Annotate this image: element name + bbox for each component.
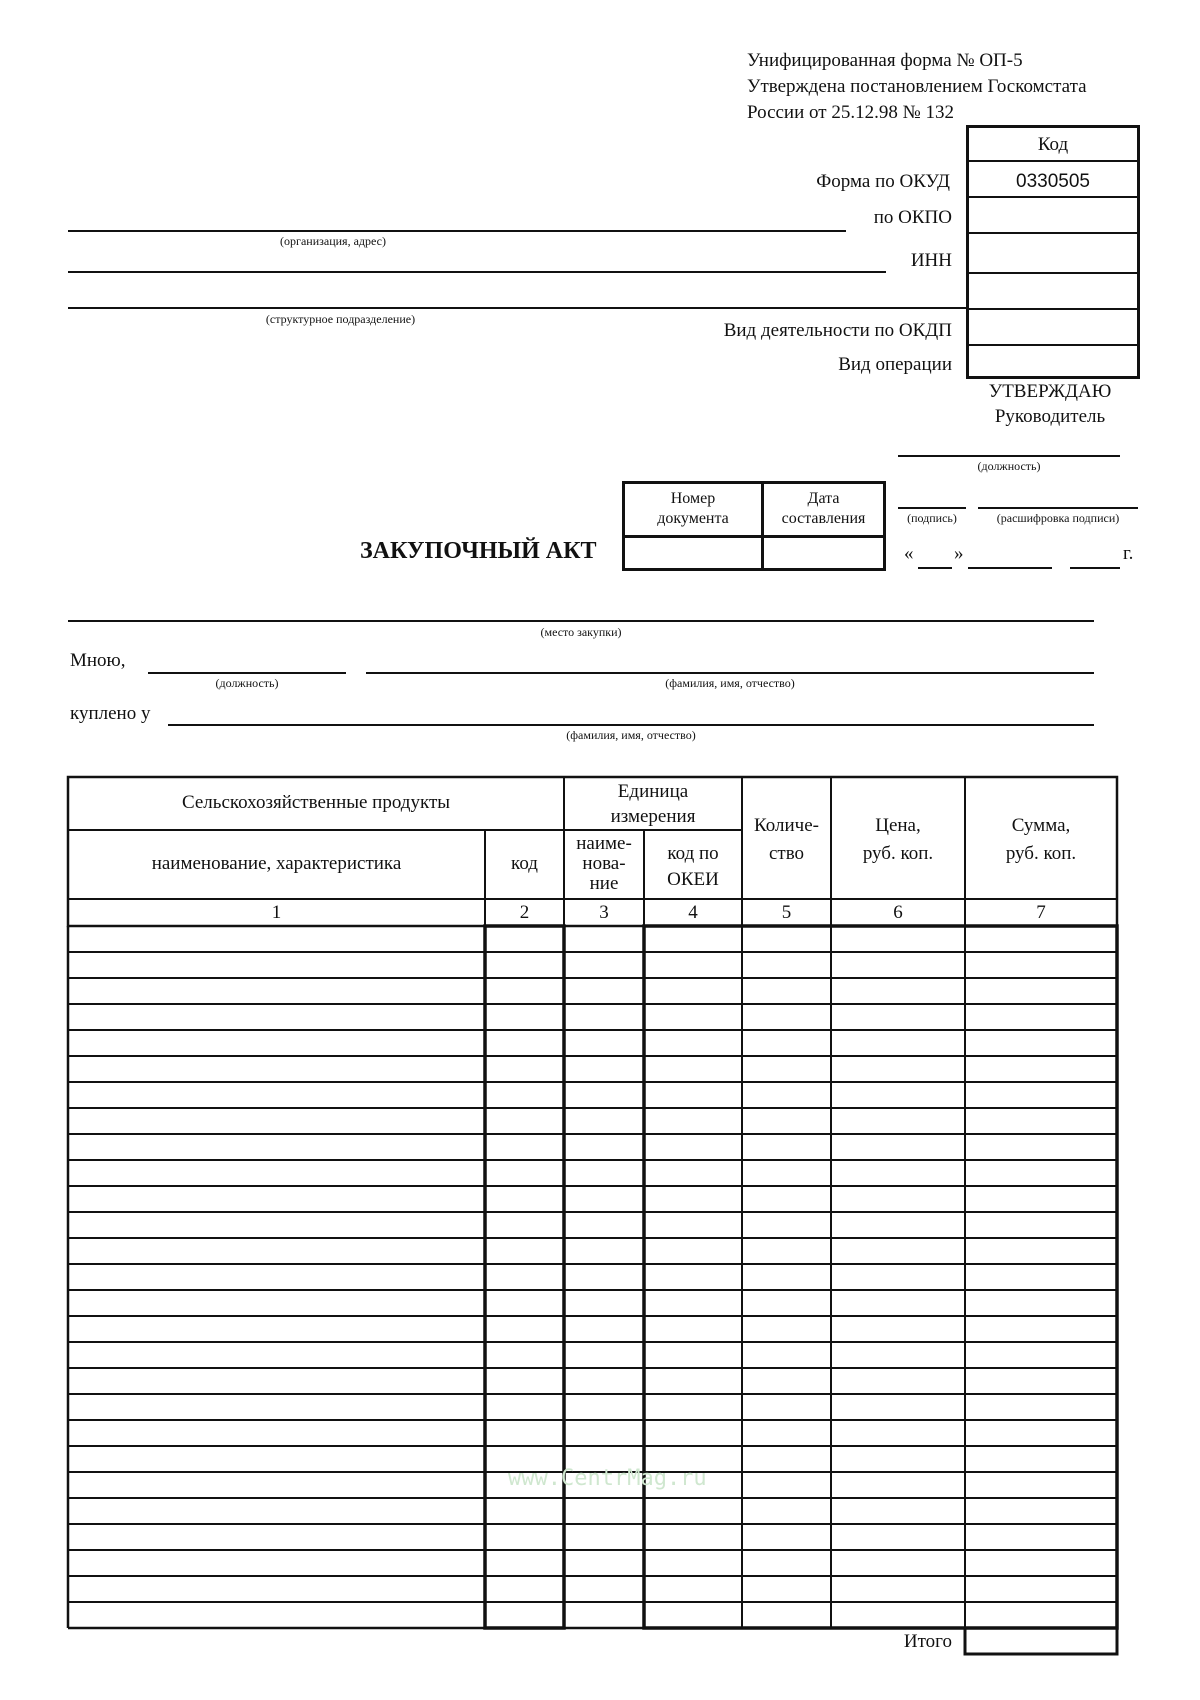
col-number-6: 6 (893, 902, 903, 923)
cell-unit-name[interactable] (567, 1293, 641, 1313)
cell-code[interactable] (488, 1007, 561, 1027)
cell-okei[interactable] (647, 1371, 739, 1391)
cell-name[interactable] (71, 1371, 482, 1391)
cell-price[interactable] (834, 1501, 962, 1521)
cell-quantity[interactable] (745, 1111, 828, 1131)
cell-name[interactable] (71, 1449, 482, 1469)
cell-okei[interactable] (647, 1033, 739, 1053)
cell-sum[interactable] (968, 1137, 1114, 1157)
cell-name[interactable] (71, 1137, 482, 1157)
cell-okei[interactable] (647, 1189, 739, 1209)
cell-code[interactable] (488, 1189, 561, 1209)
cell-quantity[interactable] (745, 1553, 828, 1573)
cell-code[interactable] (488, 1293, 561, 1313)
cell-price[interactable] (834, 1319, 962, 1339)
total-field[interactable] (968, 1631, 1114, 1651)
cell-unit-name[interactable] (567, 1059, 641, 1079)
cell-quantity[interactable] (745, 1475, 828, 1495)
cell-name[interactable] (71, 1085, 482, 1105)
cell-sum[interactable] (968, 1475, 1114, 1495)
cell-name[interactable] (71, 1319, 482, 1339)
cell-okei[interactable] (647, 981, 739, 1001)
cell-okei[interactable] (647, 1553, 739, 1573)
cell-name[interactable] (71, 1423, 482, 1443)
cell-price[interactable] (834, 1085, 962, 1105)
cell-code[interactable] (488, 1553, 561, 1573)
cell-quantity[interactable] (745, 1241, 828, 1261)
col-unit-name-header-3: ние (589, 873, 619, 894)
cell-code[interactable] (488, 1371, 561, 1391)
cell-code[interactable] (488, 1111, 561, 1131)
col-number-2: 2 (519, 902, 530, 923)
cell-sum[interactable] (968, 1449, 1114, 1469)
cell-okei[interactable] (647, 1163, 739, 1183)
cell-code[interactable] (488, 1241, 561, 1261)
cell-sum[interactable] (968, 1267, 1114, 1287)
cell-unit-name[interactable] (567, 1319, 641, 1339)
form-code-line: Унифицированная форма № ОП-5 (747, 50, 1023, 71)
cell-price[interactable] (834, 1553, 962, 1573)
cell-sum[interactable] (968, 1085, 1114, 1105)
approve-head: Руководитель (994, 406, 1106, 427)
okud-code-value[interactable]: 0330505 (1016, 171, 1090, 192)
cell-unit-name[interactable] (567, 1501, 641, 1521)
cell-okei[interactable] (647, 1007, 739, 1027)
cell-unit-name[interactable] (567, 1111, 641, 1131)
cell-price[interactable] (834, 981, 962, 1001)
cell-quantity[interactable] (745, 1059, 828, 1079)
cell-price[interactable] (834, 1423, 962, 1443)
cell-quantity[interactable] (745, 1345, 828, 1365)
cell-okei[interactable] (647, 1605, 739, 1625)
cell-code[interactable] (488, 1501, 561, 1521)
cell-name[interactable] (71, 1059, 482, 1079)
approver-signature-caption: (подпись) (907, 511, 957, 525)
cell-unit-name[interactable] (567, 1137, 641, 1157)
cell-unit-name[interactable] (567, 1085, 641, 1105)
col-number-5: 5 (781, 902, 792, 923)
approval-date-line: России от 25.12.98 № 132 (747, 102, 954, 123)
cell-sum[interactable] (968, 955, 1114, 975)
inn-label: ИНН (910, 250, 952, 271)
cell-sum[interactable] (968, 981, 1114, 1001)
cell-price[interactable] (834, 1137, 962, 1157)
col-okei-header-2: ОКЕИ (667, 869, 719, 890)
cell-code[interactable] (488, 955, 561, 975)
cell-sum[interactable] (968, 1111, 1114, 1131)
cell-sum[interactable] (968, 1397, 1114, 1417)
cell-code[interactable] (488, 1215, 561, 1235)
cell-unit-name[interactable] (567, 1189, 641, 1209)
cell-name[interactable] (71, 1007, 482, 1027)
cell-sum[interactable] (968, 1293, 1114, 1313)
cell-code[interactable] (488, 1163, 561, 1183)
cell-name[interactable] (71, 1475, 482, 1495)
cell-name[interactable] (71, 1293, 482, 1313)
cell-sum[interactable] (968, 929, 1114, 949)
cell-quantity[interactable] (745, 1267, 828, 1287)
cell-price[interactable] (834, 1371, 962, 1391)
cell-name[interactable] (71, 1267, 482, 1287)
cell-code[interactable] (488, 1397, 561, 1417)
cell-name[interactable] (71, 1527, 482, 1547)
division-caption: (структурное подразделение) (265, 312, 416, 326)
cell-quantity[interactable] (745, 1579, 828, 1599)
cell-okei[interactable] (647, 1085, 739, 1105)
cell-unit-name[interactable] (567, 1371, 641, 1391)
cell-code[interactable] (488, 981, 561, 1001)
date-quote-open: « (904, 543, 914, 564)
cell-okei[interactable] (647, 1293, 739, 1313)
cell-price[interactable] (834, 1293, 962, 1313)
group-unit-header-1: Единица (617, 781, 689, 802)
cell-unit-name[interactable] (567, 1007, 641, 1027)
cell-price[interactable] (834, 1397, 962, 1417)
cell-price[interactable] (834, 1449, 962, 1469)
cell-okei[interactable] (647, 1579, 739, 1599)
cell-quantity[interactable] (745, 1293, 828, 1313)
col-name-header: наименование, характеристика (151, 853, 402, 874)
col-number-4: 4 (688, 902, 698, 923)
cell-okei[interactable] (647, 1345, 739, 1365)
cell-sum[interactable] (968, 1319, 1114, 1339)
col-qty-header-1: Количе- (754, 815, 819, 836)
cell-price[interactable] (834, 1475, 962, 1495)
cell-name[interactable] (71, 1579, 482, 1599)
cell-sum[interactable] (968, 1371, 1114, 1391)
cell-code[interactable] (488, 1033, 561, 1053)
doc-number-header-2: документа (657, 510, 729, 527)
cell-okei[interactable] (647, 1215, 739, 1235)
cell-okei[interactable] (647, 1527, 739, 1547)
cell-okei[interactable] (647, 955, 739, 975)
cell-price[interactable] (834, 1033, 962, 1053)
cell-unit-name[interactable] (567, 1605, 641, 1625)
cell-name[interactable] (71, 1605, 482, 1625)
buyer-position-caption: (должность) (215, 676, 279, 690)
date-quote-close: » (954, 543, 964, 564)
doc-date-header-1: Дата (807, 490, 840, 507)
cell-quantity[interactable] (745, 929, 828, 949)
cell-sum[interactable] (968, 1059, 1114, 1079)
cell-unit-name[interactable] (567, 1163, 641, 1183)
cell-sum[interactable] (968, 1579, 1114, 1599)
cell-okei[interactable] (647, 1137, 739, 1157)
approval-line: Утверждена постановлением Госкомстата (747, 76, 1087, 97)
cell-quantity[interactable] (745, 1319, 828, 1339)
col-qty-header-2: ство (768, 843, 805, 864)
cell-name[interactable] (71, 981, 482, 1001)
cell-sum[interactable] (968, 1527, 1114, 1547)
watermark-text: www.CentrMag.ru (508, 1466, 707, 1491)
col-number-3: 3 (599, 902, 609, 923)
cell-okei[interactable] (647, 929, 739, 949)
cell-price[interactable] (834, 1267, 962, 1287)
col-sum-header-1: Сумма, (1011, 815, 1071, 836)
cell-name[interactable] (71, 1215, 482, 1235)
cell-code[interactable] (488, 1137, 561, 1157)
cell-name[interactable] (71, 1345, 482, 1365)
col-unit-name-header-2: нова- (582, 853, 626, 874)
cell-price[interactable] (834, 1111, 962, 1131)
cell-okei[interactable] (647, 1059, 739, 1079)
cell-sum[interactable] (968, 1189, 1114, 1209)
by-me-label: Мною, (70, 650, 126, 671)
cell-code[interactable] (488, 1085, 561, 1105)
cell-sum[interactable] (968, 1345, 1114, 1365)
cell-unit-name[interactable] (567, 1241, 641, 1261)
cell-quantity[interactable] (745, 1397, 828, 1417)
col-sum-header-2: руб. коп. (1005, 843, 1077, 864)
cell-unit-name[interactable] (567, 1215, 641, 1235)
approver-decode-caption: (расшифровка подписи) (996, 511, 1120, 525)
cell-unit-name[interactable] (567, 1345, 641, 1365)
cell-quantity[interactable] (745, 955, 828, 975)
cell-name[interactable] (71, 955, 482, 975)
cell-unit-name[interactable] (567, 1033, 641, 1053)
cell-quantity[interactable] (745, 1085, 828, 1105)
cell-code[interactable] (488, 1527, 561, 1547)
cell-sum[interactable] (968, 1007, 1114, 1027)
col-code-header: код (511, 853, 538, 874)
cell-okei[interactable] (647, 1319, 739, 1339)
cell-name[interactable] (71, 1241, 482, 1261)
cell-sum[interactable] (968, 1605, 1114, 1625)
operation-label: Вид операции (838, 354, 952, 375)
cell-name[interactable] (71, 1111, 482, 1131)
cell-sum[interactable] (968, 1553, 1114, 1573)
cell-price[interactable] (834, 1527, 962, 1547)
cell-price[interactable] (834, 1059, 962, 1079)
cell-sum[interactable] (968, 1033, 1114, 1053)
cell-okei[interactable] (647, 1241, 739, 1261)
col-unit-name-header-1: наиме- (576, 833, 632, 854)
cell-okei[interactable] (647, 1397, 739, 1417)
bought-from-label: куплено у (70, 703, 151, 724)
cell-price[interactable] (834, 1345, 962, 1365)
buyer-fio-caption: (фамилия, имя, отчество) (665, 676, 795, 690)
cell-unit-name[interactable] (567, 955, 641, 975)
approver-position-caption: (должность) (977, 459, 1041, 473)
okud-label: Форма по ОКУД (816, 171, 950, 192)
cell-quantity[interactable] (745, 1007, 828, 1027)
cell-name[interactable] (71, 1553, 482, 1573)
cell-quantity[interactable] (745, 1189, 828, 1209)
cell-quantity[interactable] (745, 1137, 828, 1157)
year-suffix: г. (1123, 543, 1134, 564)
cell-price[interactable] (834, 1163, 962, 1183)
purchase-place-caption: (место закупки) (540, 625, 622, 639)
cell-quantity[interactable] (745, 1215, 828, 1235)
cell-unit-name[interactable] (567, 1527, 641, 1547)
cell-code[interactable] (488, 1605, 561, 1625)
cell-price[interactable] (834, 1189, 962, 1209)
cell-unit-name[interactable] (567, 981, 641, 1001)
cell-sum[interactable] (968, 1501, 1114, 1521)
cell-price[interactable] (834, 1605, 962, 1625)
cell-okei[interactable] (647, 1501, 739, 1521)
cell-sum[interactable] (968, 1423, 1114, 1443)
cell-quantity[interactable] (745, 1423, 828, 1443)
organization-caption: (организация, адрес) (280, 234, 386, 248)
cell-code[interactable] (488, 1059, 561, 1079)
cell-unit-name[interactable] (567, 1423, 641, 1443)
cell-quantity[interactable] (745, 1033, 828, 1053)
cell-price[interactable] (834, 1215, 962, 1235)
cell-unit-name[interactable] (567, 929, 641, 949)
cell-code[interactable] (488, 1267, 561, 1287)
cell-code[interactable] (488, 1423, 561, 1443)
cell-name[interactable] (71, 929, 482, 949)
doc-date-header-2: составления (781, 510, 866, 527)
cell-unit-name[interactable] (567, 1553, 641, 1573)
cell-code[interactable] (488, 1579, 561, 1599)
cell-name[interactable] (71, 1033, 482, 1053)
code-column-title: Код (1037, 134, 1069, 155)
col-number-7: 7 (1036, 902, 1046, 923)
cell-name[interactable] (71, 1163, 482, 1183)
group-unit-header-2: измерения (610, 806, 696, 827)
cell-price[interactable] (834, 929, 962, 949)
okdp-label: Вид деятельности по ОКДП (723, 320, 952, 341)
col-number-1: 1 (271, 902, 282, 923)
cell-code[interactable] (488, 1319, 561, 1339)
group-products-header: Сельскохозяйственные продукты (181, 792, 451, 813)
cell-sum[interactable] (968, 1241, 1114, 1261)
cell-price[interactable] (834, 1007, 962, 1027)
cell-quantity[interactable] (745, 1605, 828, 1625)
cell-sum[interactable] (968, 1215, 1114, 1235)
document-title: ЗАКУПОЧНЫЙ АКТ (360, 538, 597, 564)
col-price-header-1: Цена, (875, 815, 921, 836)
cell-okei[interactable] (647, 1111, 739, 1131)
cell-name[interactable] (71, 1501, 482, 1521)
approve-title: УТВЕРЖДАЮ (988, 381, 1112, 402)
cell-quantity[interactable] (745, 981, 828, 1001)
cell-quantity[interactable] (745, 1163, 828, 1183)
cell-unit-name[interactable] (567, 1397, 641, 1417)
okpo-label: по ОКПО (873, 207, 952, 228)
col-okei-header-1: код по (667, 843, 719, 864)
seller-fio-caption: (фамилия, имя, отчество) (566, 728, 696, 742)
col-price-header-2: руб. коп. (862, 843, 934, 864)
cell-price[interactable] (834, 1241, 962, 1261)
cell-price[interactable] (834, 1579, 962, 1599)
cell-sum[interactable] (968, 1163, 1114, 1183)
cell-code[interactable] (488, 1345, 561, 1365)
cell-quantity[interactable] (745, 1371, 828, 1391)
cell-okei[interactable] (647, 1267, 739, 1287)
total-label: Итого (903, 1631, 952, 1652)
cell-okei[interactable] (647, 1423, 739, 1443)
doc-number-header-1: Номер (670, 490, 716, 507)
cell-quantity[interactable] (745, 1527, 828, 1547)
cell-unit-name[interactable] (567, 1267, 641, 1287)
cell-unit-name[interactable] (567, 1579, 641, 1599)
cell-price[interactable] (834, 955, 962, 975)
cell-quantity[interactable] (745, 1449, 828, 1469)
cell-quantity[interactable] (745, 1501, 828, 1521)
cell-name[interactable] (71, 1189, 482, 1209)
cell-code[interactable] (488, 929, 561, 949)
cell-name[interactable] (71, 1397, 482, 1417)
